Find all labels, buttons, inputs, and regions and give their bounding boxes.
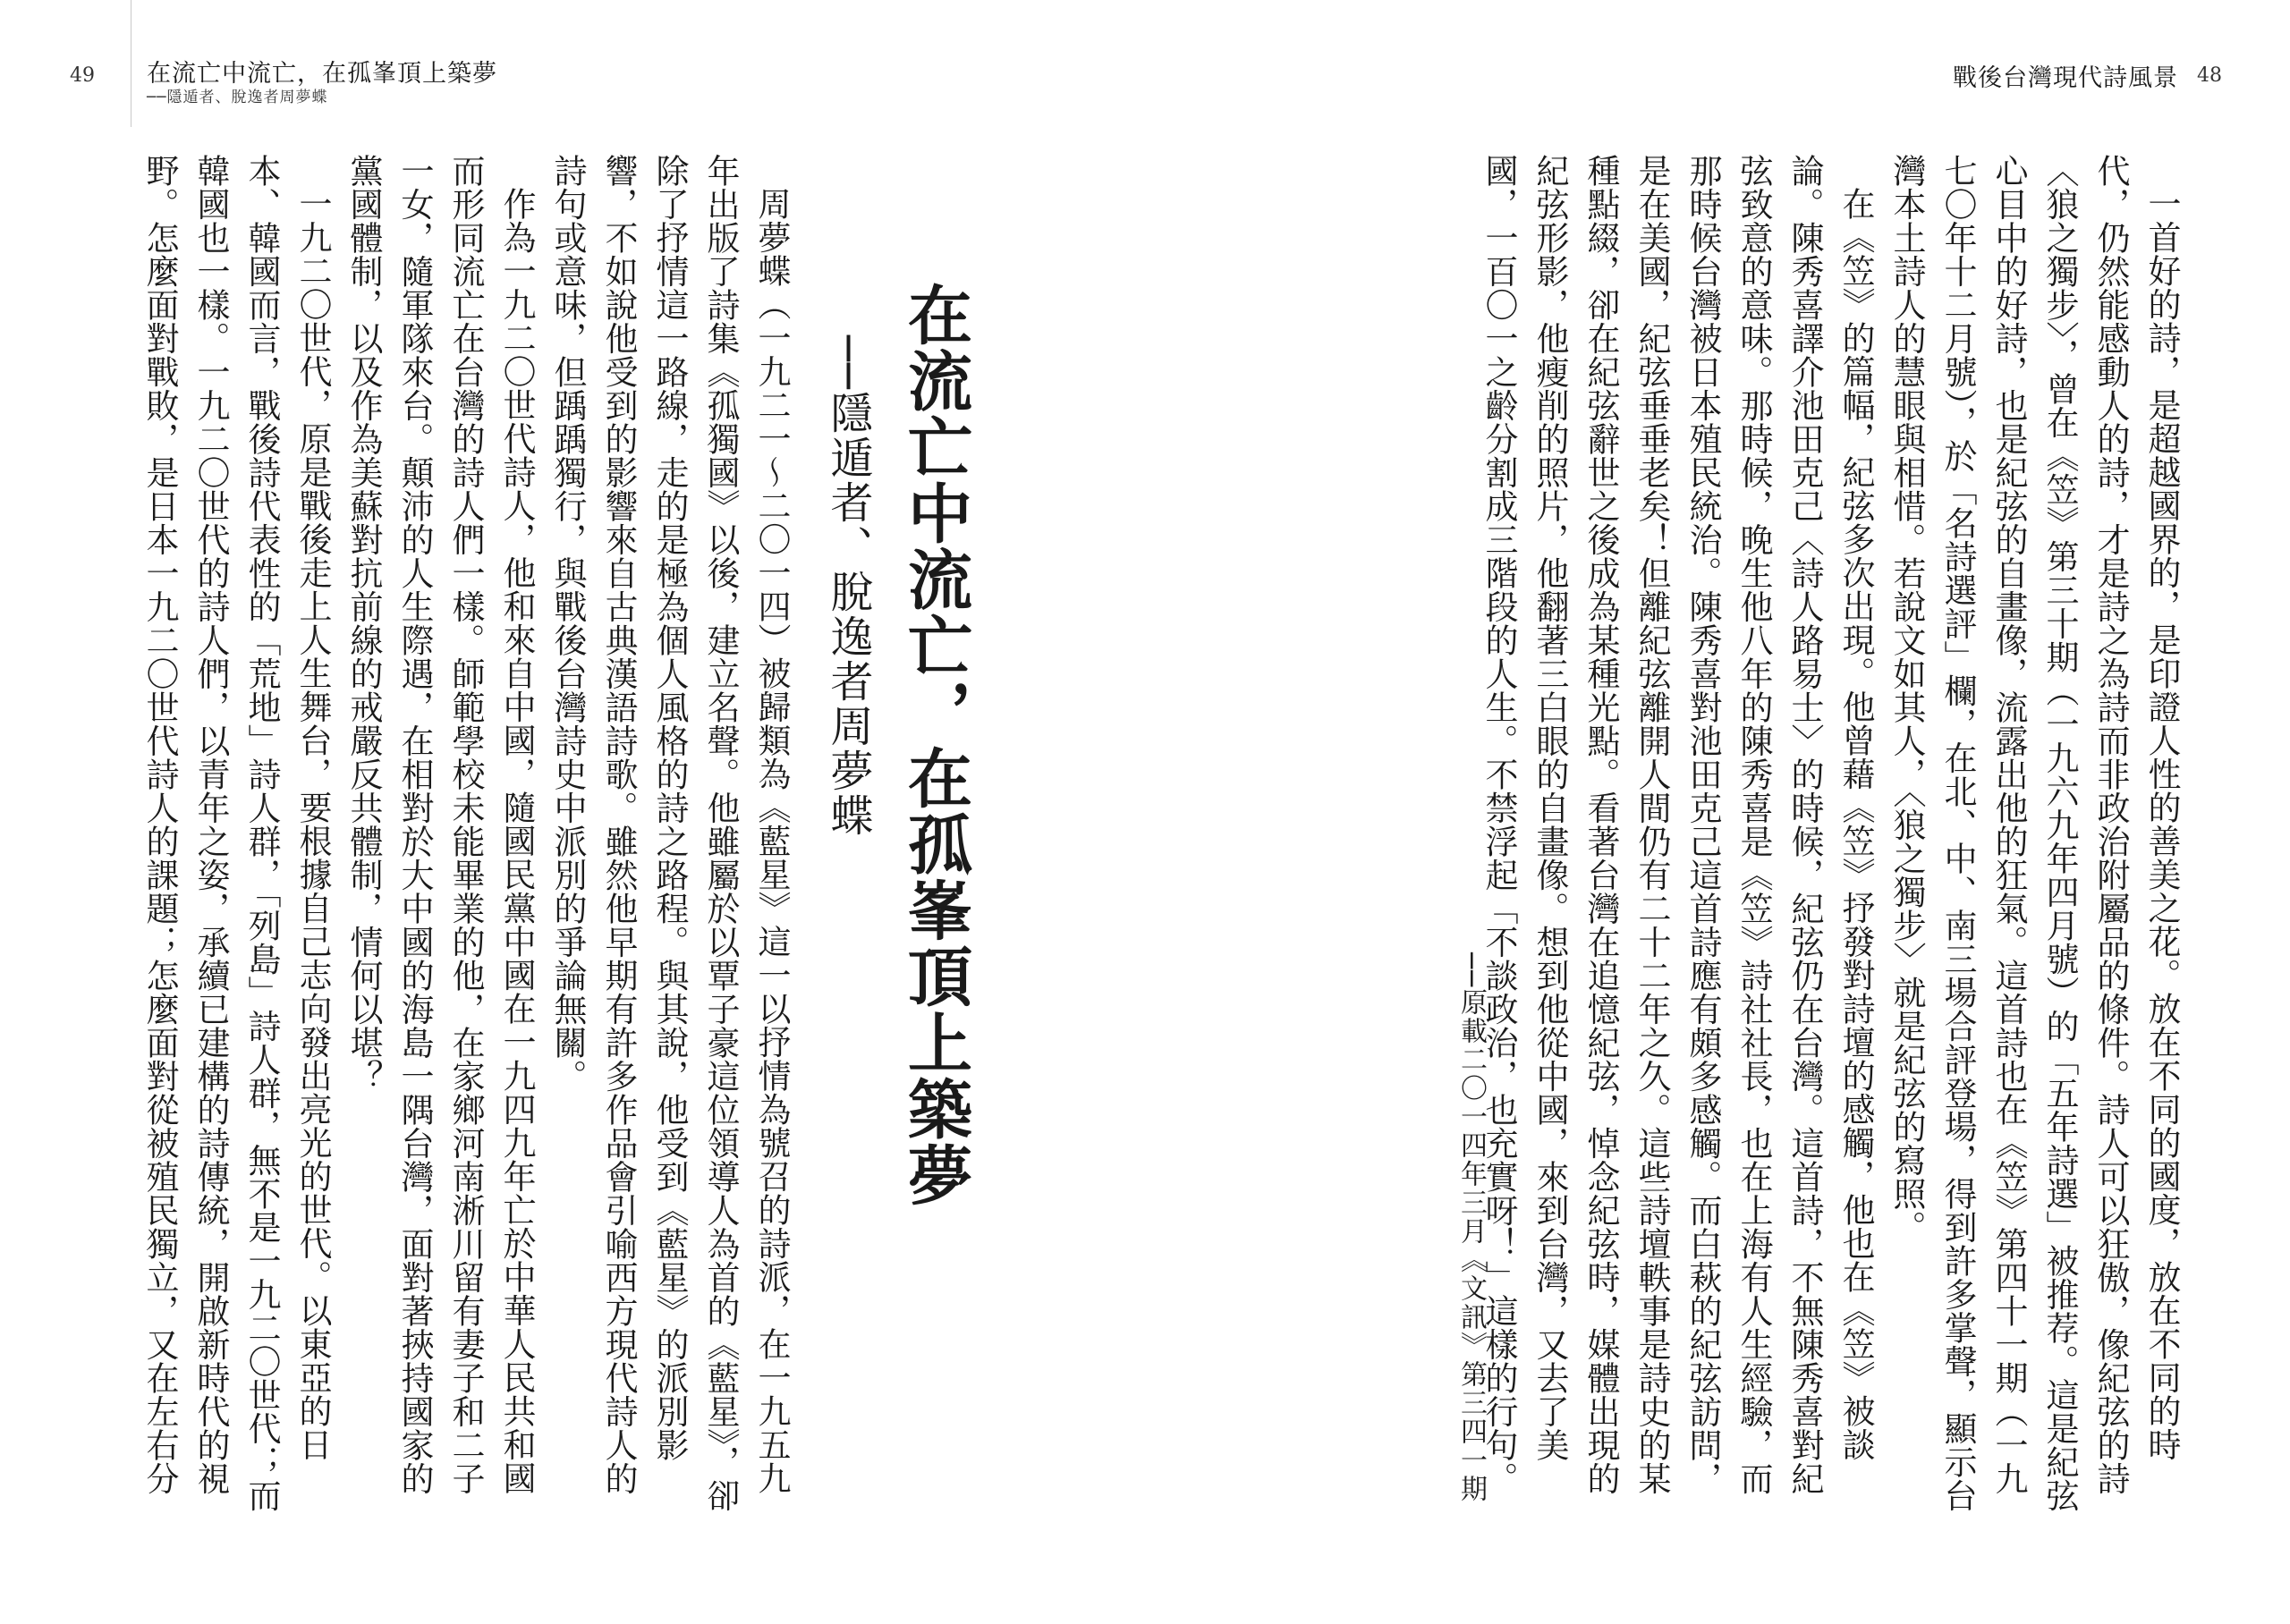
chapter-subtitle: ──隱遁者、脫逸者周夢蝶	[823, 335, 873, 838]
right-page-body	[1473, 154, 2187, 1522]
page-number-left: 49	[70, 64, 95, 87]
body-paragraph: 周夢蝶（一九二一～二〇一四）被歸類為《藍星》這一以抒情為號召的詩派，在一九五九年出版了詩集《孤獨國》以後，建立名聲。他雖屬於以覃子豪這位領導人為首的《藍星》，卻除了抒情這一路線，走的是極為個人風格的詩之路程。與其說，他受到《藍星》的派別影響，不如說他受到的影響來自古典漢語詩歌。雖然他早期有許多作品會引喻西方現代詩人的詩句或意味，但踽踽獨行，與戰後台灣詩史中派別的爭論無關。	[548, 154, 791, 1512]
running-title-left: 在流亡中流亡，在孤峯頂上築夢	[147, 60, 497, 88]
body-paragraph: 一九二〇世代，原是戰後走上人生舞台，要根據自己志向發出亮光的世代。以東亞的日本、韓國而言，戰後詩代表性的「荒地」詩人群，「列島」詩人群，無不是一九二〇世代；而韓國也一樣。一九二〇世代的詩人們，以青年之姿，承續已建構的詩傳統，開啟新時代的視野。怎麼面對戰敗，是日本一九二〇世代詩人的課題；怎麼面對從被殖民獨立，又在左右分	[140, 154, 332, 1512]
page-number-right: 48	[2197, 64, 2222, 87]
left-page-body	[134, 154, 797, 1522]
chapter-title: 在流亡中流亡，在孤峯頂上築夢	[897, 282, 973, 1208]
source-note: ──原載二〇一四年三月《文訊》第三四一期	[1455, 952, 1487, 1504]
body-paragraph: 作為一九二〇世代詩人，他和來自中國，隨國民黨中國在一九四九年亡於中華人民共和國而形同流亡在台灣的詩人們一樣。師範學校未能畢業的他，在家鄉河南淅川留有妻子和二子一女，隨軍隊來台。顛沛的人生際遇，在相對於大中國的海島一隅台灣，面對著挾持國家的黨國體制，以及作為美蘇對抗前線的戒嚴反共體制，情何以堪？	[344, 154, 536, 1495]
body-paragraph: 在《笠》的篇幅，紀弦多次出現。他曾藉《笠》抒發對詩壇的感觸，他也在《笠》被談論。陳秀喜譯介池田克己〈詩人路易士〉的時候，紀弦仍在台灣。這首詩，不無陳秀喜對紀弦致意的意味。那時候，晚生他八年的陳秀喜是《笠》詩社社長，也在上海有人生經驗，而那時候台灣被日本殖民統治。陳秀喜對池田克己這首詩應有頗多感觸。而白萩的紀弦訪問，是在美國，紀弦垂垂老矣！但離紀弦離開人間仍有二十二年之久。這些詩壇軼事是詩史的某種點綴，卻在紀弦辭世之後成為某種光點。看著台灣在追憶紀弦，悼念紀弦時，媒體出現的紀弦形影，他瘦削的照片，他翻著三白眼的自畫像。想到他從中國，來到台灣，又去了美國，一百〇一之齡分割成三階段的人生。不禁浮起「不談政治，也充實呀！」這樣的行句。	[1480, 154, 1875, 1495]
running-title-right: 戰後台灣現代詩風景	[1953, 64, 2178, 92]
body-paragraph: 一首好的詩，是超越國界的，是印證人性的善美之花。放在不同的國度，放在不同的時代，仍然能感動人的詩，才是詩之為詩而非政治附屬品的條件。詩人可以狂傲，像紀弦的詩〈狼之獨步〉，曾在《笠》第三十期（一九六九年四月號）的「五年詩選」被推荐。這是紀弦心目中的好詩，也是紀弦的自畫像，流露出他的狂氣。這首詩也在《笠》第四十一期（一九七〇年十二月號），於「名詩選評」欄，在北、中、南三場合評登場，得到許多掌聲，顯示台灣本土詩人的慧眼與相惜。若說文如其人，〈狼之獨步〉就是紀弦的寫照。	[1887, 154, 2181, 1512]
running-subtitle-left: ──隱遁者、脫逸者周夢蝶	[147, 89, 328, 106]
